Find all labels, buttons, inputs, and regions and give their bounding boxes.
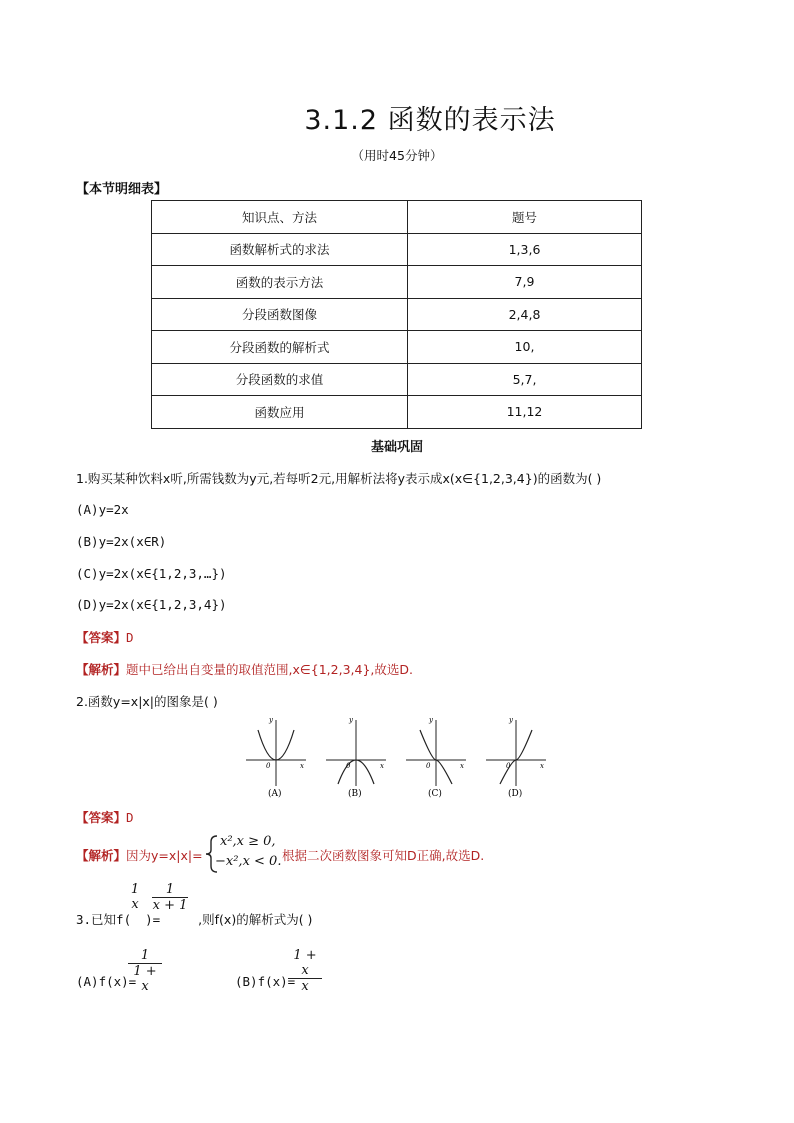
graph-label: (B) [348, 789, 362, 799]
analysis-prefix: 因为y=x|x|= [126, 848, 203, 863]
q3-stem-mid: )= [145, 912, 161, 927]
table-header-row [152, 201, 642, 234]
table-cell-questions: 10, [408, 331, 642, 364]
q3-option-b-fraction [288, 948, 322, 994]
q3-stem-suffix: ,则f(x)的解析式为( ) [198, 912, 313, 927]
graph-a [246, 716, 306, 799]
graph-label: (C) [428, 789, 442, 799]
graph-label: (D) [508, 789, 523, 799]
basics-heading: 基础巩固 [370, 440, 423, 455]
q1-stem: 1.购买某种饮料x听,所需钱数为y元,若每听2元,用解析法将y表示成x(x∈{1,2,3,4})的函数为( ) [76, 471, 602, 486]
graph-label: (A) [268, 789, 282, 799]
q3-stem [76, 910, 312, 928]
analysis-text: 题中已给出自变量的取值范围,x∈{1,2,3,4},故选D. [126, 662, 413, 677]
analysis-tag: 【解析】 [76, 848, 127, 863]
analysis-suffix: 根据二次函数图象可知D正确,故选D. [282, 848, 485, 863]
section-label: 【本节明细表】 [76, 182, 168, 197]
axis-y-label: y [429, 716, 433, 724]
table-cell-topic: 函数应用 [152, 396, 408, 429]
axis-y-label: y [269, 716, 273, 724]
axis-x-label: x [540, 762, 544, 770]
answer-value: D [126, 810, 134, 825]
knowledge-table [151, 200, 642, 429]
q1-option-c: (C)y=2x(x∈{1,2,3,…}) [76, 566, 227, 581]
table-row [152, 363, 642, 396]
table-row [152, 331, 642, 364]
fraction-numerator: 1 + x [293, 948, 317, 978]
inner-fraction [128, 882, 142, 912]
q3-option-a-fraction [128, 948, 162, 994]
table-header-cell: 知识点、方法 [152, 201, 408, 234]
fraction-denominator: x [288, 978, 322, 994]
q1-option-a: (A)y=2x [76, 502, 129, 517]
piecewise-bottom: −x²,x < 0. [215, 854, 282, 869]
axis-x-label: x [460, 762, 464, 770]
table-cell-topic: 函数解析式的求法 [152, 233, 408, 266]
table-header-cell: 题号 [408, 201, 642, 234]
q2-answer [76, 808, 134, 826]
table-cell-topic: 分段函数的解析式 [152, 331, 408, 364]
table-cell-questions: 7,9 [408, 266, 642, 299]
q2-analysis [76, 846, 203, 864]
table-cell-questions: 5,7, [408, 363, 642, 396]
table-cell-questions: 11,12 [408, 396, 642, 429]
piecewise-top: x²,x ≥ 0, [220, 834, 276, 849]
answer-tag: 【答案】 [76, 810, 127, 825]
table-cell-topic: 分段函数图像 [152, 298, 408, 331]
axis-x-label: x [380, 762, 384, 770]
graph-b [326, 716, 386, 799]
q3-option-b-label: (B)f(x)= [235, 974, 296, 989]
fraction-numerator: 1 [165, 882, 175, 897]
table-cell-questions: 1,3,6 [408, 233, 642, 266]
table-row [152, 266, 642, 299]
q1-option-b: (B)y=2x(x∈R) [76, 534, 167, 549]
origin-label: 0 [266, 762, 271, 770]
fraction-denominator: x + 1 [152, 898, 188, 913]
table-cell-topic: 函数的表示方法 [152, 266, 408, 299]
analysis-tag: 【解析】 [76, 662, 127, 677]
table-cell-topic: 分段函数的求值 [152, 363, 408, 396]
graph-d [486, 716, 546, 799]
origin-label: 0 [506, 762, 511, 770]
origin-label: 0 [426, 762, 431, 770]
origin-label: 0 [346, 762, 351, 770]
q2-stem: 2.函数y=x|x|的图象是( ) [76, 694, 218, 709]
q1-answer [76, 628, 134, 646]
axis-y-label: y [509, 716, 513, 724]
q3-option-a-label: (A)f(x)= [76, 974, 137, 989]
table-cell-questions: 2,4,8 [408, 298, 642, 331]
q1-option-d: (D)y=2x(x∈{1,2,3,4}) [76, 597, 227, 612]
graph-c [406, 716, 466, 799]
q2-graph-options [244, 714, 554, 804]
table-row [152, 298, 642, 331]
fraction-numerator: 1 [140, 948, 150, 963]
axis-y-label: y [349, 716, 353, 724]
axis-x-label: x [300, 762, 304, 770]
q3-stem-prefix: 3.已知f( [76, 912, 132, 927]
fraction-denominator: x [131, 897, 139, 912]
table-row [152, 396, 642, 429]
rhs-fraction [152, 882, 188, 913]
answer-value: D [126, 630, 134, 645]
page-subtitle: （用时45分钟） [351, 148, 443, 163]
fraction-denominator: 1 + x [128, 963, 162, 994]
fraction-numerator: 1 [130, 882, 140, 897]
answer-tag: 【答案】 [76, 630, 127, 645]
page-title: 3.1.2 函数的表示法 [304, 105, 556, 136]
q1-analysis [76, 660, 413, 678]
table-row [152, 233, 642, 266]
